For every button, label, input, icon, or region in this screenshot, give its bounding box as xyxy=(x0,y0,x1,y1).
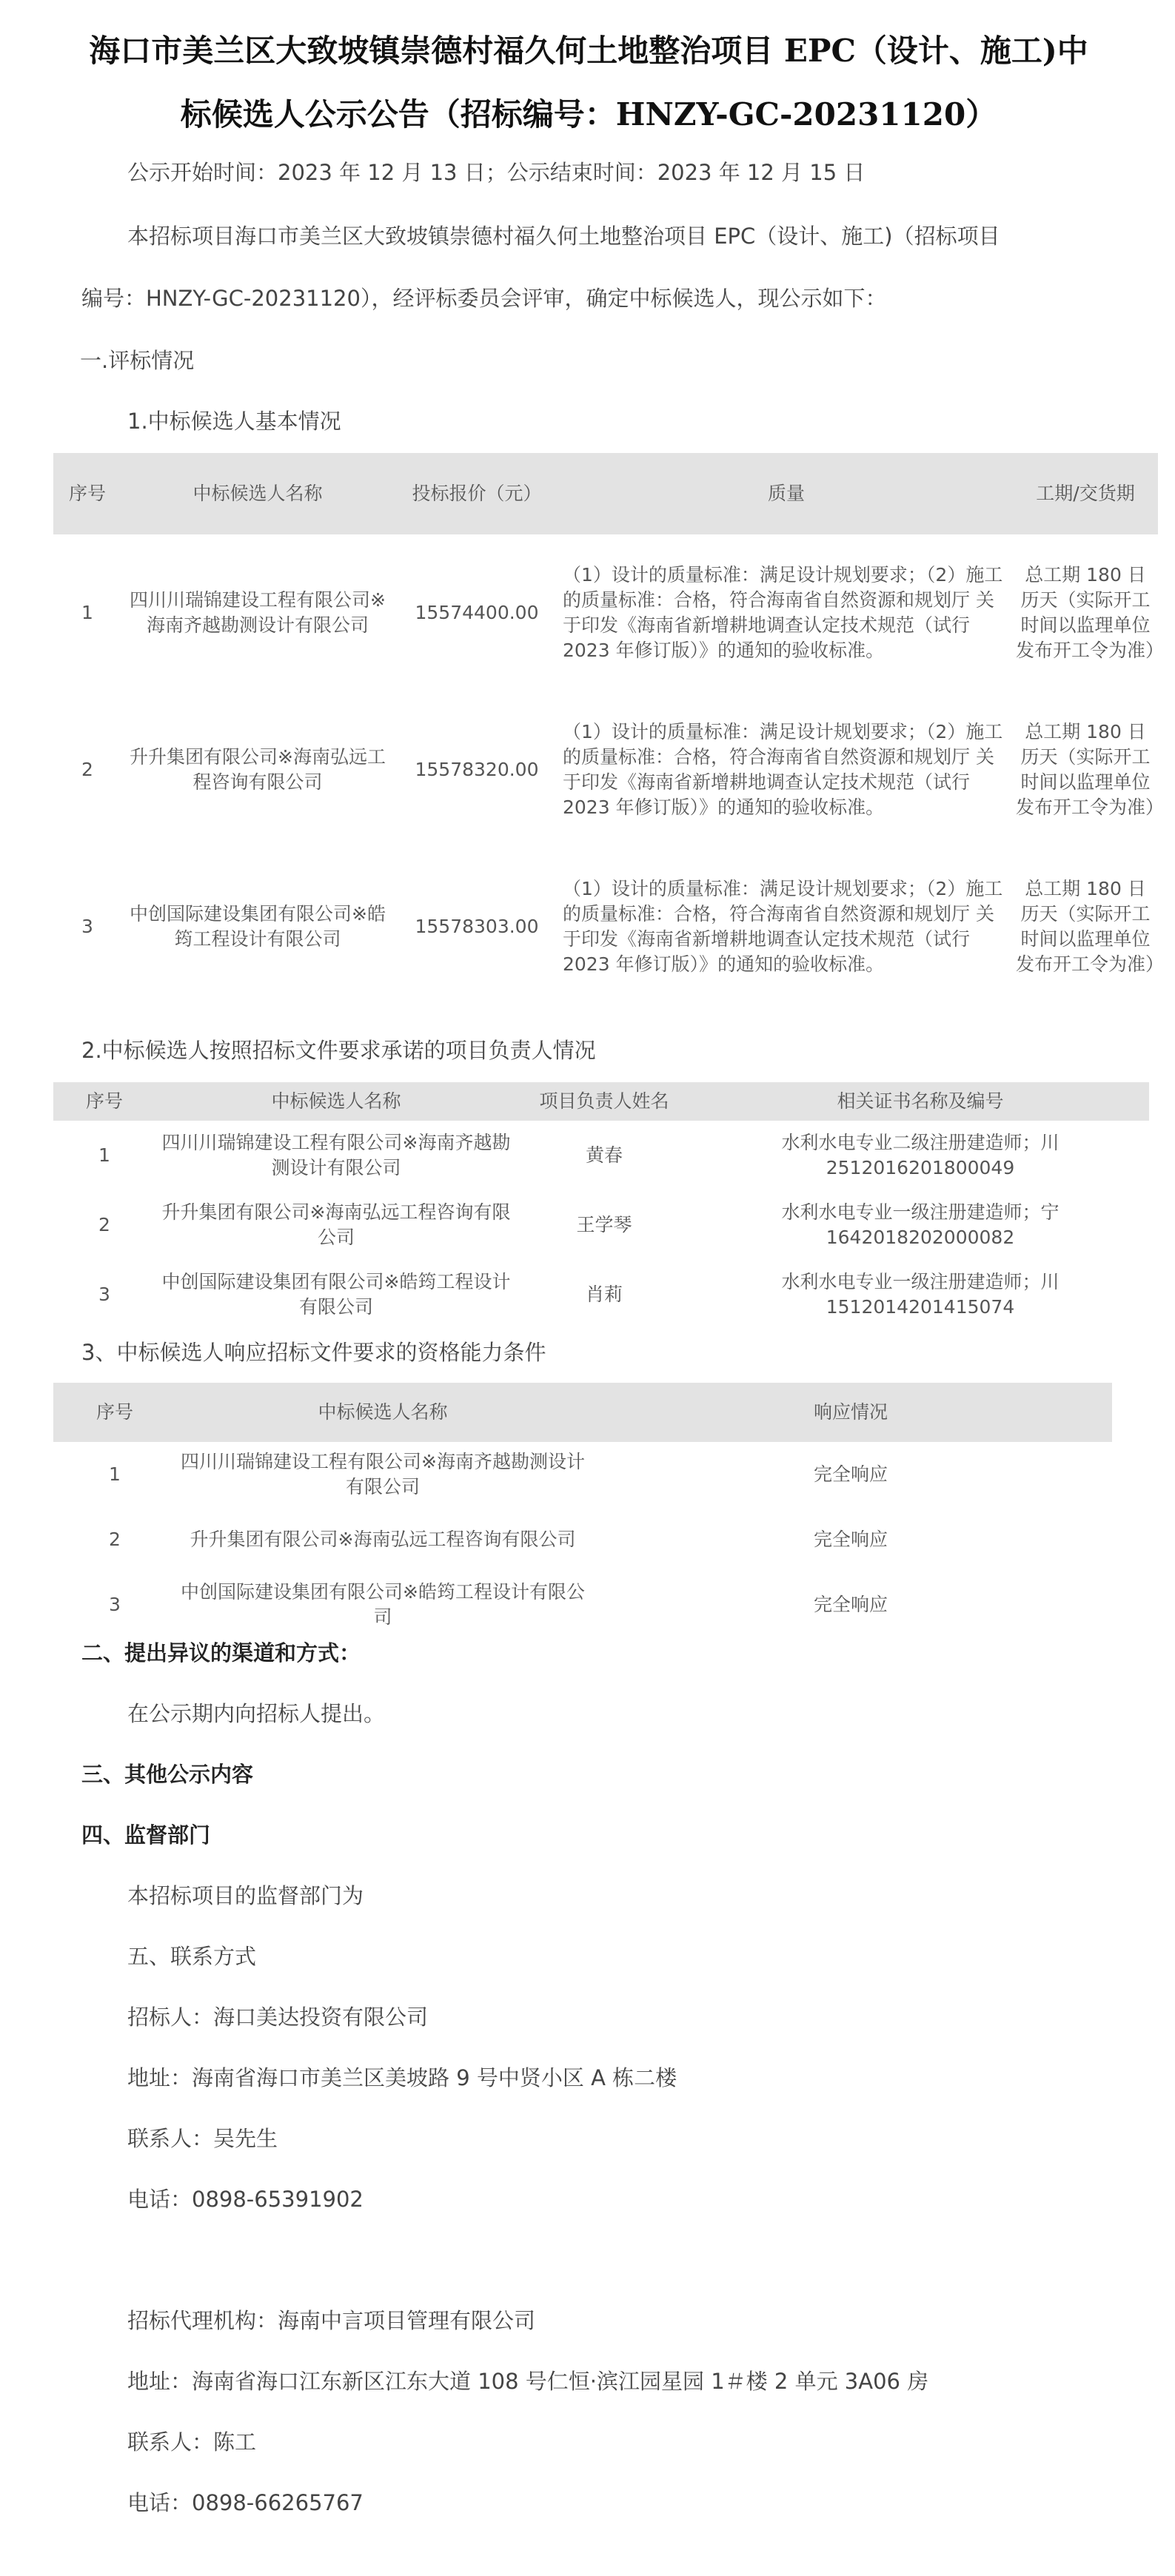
cell-no: 3 xyxy=(81,916,93,937)
section3-heading: 三、其他公示内容 xyxy=(81,1762,254,1787)
tenderer-address: 地址：海南省海口市美兰区美坡路 9 号中贤小区 A 栋二楼 xyxy=(127,2065,677,2090)
col-header-name: 中标候选人名称 xyxy=(121,453,394,534)
section2-heading: 二、提出异议的渠道和方式： xyxy=(81,1640,361,1666)
cell-no: 1 xyxy=(81,602,93,623)
qualification-response-table xyxy=(53,1383,1112,1637)
section1-sub1: 1.中标候选人基本情况 xyxy=(127,409,341,434)
col-header-response: 响应情况 xyxy=(589,1383,1112,1442)
tenderer-phone: 电话：0898-65391902 xyxy=(127,2187,364,2212)
cell-name: 升升集团有限公司※海南弘远工程咨询有限公司 xyxy=(190,1529,576,1550)
section2-text: 在公示期内向招标人提出。 xyxy=(127,1701,386,1726)
cell-no: 2 xyxy=(109,1529,121,1550)
col-header-cert: 相关证书名称及编号 xyxy=(692,1082,1149,1121)
agency-name: 招标代理机构：海南中言项目管理有限公司 xyxy=(127,2308,536,2333)
col-header-no: 序号 xyxy=(53,1383,176,1442)
cell-no: 2 xyxy=(81,759,93,780)
cell-no: 2 xyxy=(98,1214,110,1235)
col-header-name: 中标候选人名称 xyxy=(176,1383,589,1442)
cell-quality: （1）设计的质量标准：满足设计规划要求；（2）施工的质量标准：合格，符合海南省自然资源和规划厅 关于印发《海南省新增耕地调查认定技术规范（试行 2023 年修订版）》的通知的验收标准。 xyxy=(563,878,1003,975)
intro-line1: 本招标项目海口市美兰区大致坡镇崇德村福久何土地整治项目 EPC（设计、施工)（招标项目 xyxy=(127,224,1000,249)
cell-price: 15574400.00 xyxy=(415,602,539,623)
table-row xyxy=(53,1260,1149,1329)
col-header-name: 中标候选人名称 xyxy=(155,1082,517,1121)
cell-period: 总工期 180 日历天（实际开工时间以监理单位发布开工令为准） xyxy=(1016,721,1165,818)
cell-price: 15578320.00 xyxy=(415,759,539,780)
cell-name: 升升集团有限公司※海南弘远工程咨询有限公司 xyxy=(130,746,386,793)
cell-person: 王学琴 xyxy=(576,1214,632,1235)
cell-name: 中创国际建设集团有限公司※皓筠工程设计有限公司 xyxy=(161,1271,511,1318)
notice-title-line1: 海口市美兰区大致坡镇崇德村福久何土地整治项目 EPC（设计、施工)中 xyxy=(89,33,1088,69)
table-row xyxy=(53,1442,1112,1507)
cell-quality: （1）设计的质量标准：满足设计规划要求；（2）施工的质量标准：合格，符合海南省自然资源和规划厅 关于印发《海南省新增耕地调查认定技术规范（试行 2023 年修订版）》的通知的验收标准。 xyxy=(563,721,1003,818)
section1-sub2: 2.中标候选人按照招标文件要求承诺的项目负责人情况 xyxy=(81,1038,596,1063)
col-header-period: 工期/交货期 xyxy=(1013,453,1158,534)
cell-response: 完全响应 xyxy=(813,1594,888,1615)
cell-price: 15578303.00 xyxy=(415,916,539,937)
table-header-row xyxy=(53,453,1158,534)
cell-person: 肖莉 xyxy=(585,1284,623,1305)
cell-quality: （1）设计的质量标准：满足设计规划要求；（2）施工的质量标准：合格，符合海南省自然资源和规划厅 关于印发《海南省新增耕地调查认定技术规范（试行 2023 年修订版）》的通知的验收标准。 xyxy=(563,564,1003,661)
table-row xyxy=(53,1190,1149,1260)
tenderer-contact: 联系人：吴先生 xyxy=(127,2126,278,2151)
table-row xyxy=(53,848,1158,1005)
col-header-quality: 质量 xyxy=(560,453,1013,534)
table-row xyxy=(53,1121,1149,1190)
cell-response: 完全响应 xyxy=(813,1463,888,1485)
section1-heading: 一.评标情况 xyxy=(80,348,195,373)
table-row xyxy=(53,691,1158,848)
cell-name: 四川川瑞锦建设工程有限公司※海南齐越勘测设计有限公司 xyxy=(130,589,386,636)
notice-title-line2: 标候选人公示公告（招标编号：HNZY-GC-20231120） xyxy=(180,96,997,133)
agency-address: 地址：海南省海口江东新区江东大道 108 号仁恒·滨江园星园 1＃楼 2 单元 3A06 房 xyxy=(127,2369,929,2394)
cell-no: 1 xyxy=(109,1463,121,1485)
col-header-no: 序号 xyxy=(53,1082,155,1121)
candidate-basic-table xyxy=(53,453,1165,1005)
table-header-row xyxy=(53,1383,1112,1442)
cell-period: 总工期 180 日历天（实际开工时间以监理单位发布开工令为准） xyxy=(1016,878,1165,975)
cell-no: 3 xyxy=(109,1594,121,1615)
cell-no: 1 xyxy=(98,1144,110,1166)
publicity-period: 公示开始时间：2023 年 12 月 13 日；公示结束时间：2023 年 12 月 15 日 xyxy=(127,160,866,185)
cell-cert: 水利水电专业一级注册建造师；川1512014201415074 xyxy=(781,1271,1059,1318)
col-header-price: 投标报价（元） xyxy=(394,453,560,534)
section4-text: 本招标项目的监督部门为 xyxy=(127,1883,364,1908)
col-header-no: 序号 xyxy=(53,453,121,534)
cell-cert: 水利水电专业二级注册建造师；川2512016201800049 xyxy=(781,1132,1059,1178)
cell-person: 黄春 xyxy=(585,1144,623,1166)
table-row xyxy=(53,1507,1112,1572)
cell-name: 升升集团有限公司※海南弘远工程咨询有限公司 xyxy=(161,1201,511,1248)
cell-name: 中创国际建设集团有限公司※皓筠工程设计有限公司 xyxy=(130,903,386,950)
col-header-person: 项目负责人姓名 xyxy=(517,1082,692,1121)
cell-name: 中创国际建设集团有限公司※皓筠工程设计有限公司 xyxy=(181,1581,585,1628)
cell-name: 四川川瑞锦建设工程有限公司※海南齐越勘测设计有限公司 xyxy=(181,1451,585,1497)
table-header-row xyxy=(53,1082,1149,1121)
cell-period: 总工期 180 日历天（实际开工时间以监理单位发布开工令为准） xyxy=(1016,564,1165,661)
table-row xyxy=(53,534,1158,691)
section1-sub3: 3、中标候选人响应招标文件要求的资格能力条件 xyxy=(81,1340,546,1365)
project-manager-table xyxy=(53,1082,1149,1329)
cell-cert: 水利水电专业一级注册建造师；宁1642018202000082 xyxy=(781,1201,1059,1248)
section5-heading: 五、联系方式 xyxy=(127,1944,257,1969)
cell-response: 完全响应 xyxy=(813,1529,888,1550)
tenderer-name: 招标人：海口美达投资有限公司 xyxy=(127,2005,429,2030)
agency-phone: 电话：0898-66265767 xyxy=(127,2490,364,2515)
cell-no: 3 xyxy=(98,1284,110,1305)
intro-line2: 编号：HNZY-GC-20231120），经评标委员会评审，确定中标候选人，现公示如下： xyxy=(81,286,887,311)
agency-contact: 联系人：陈工 xyxy=(127,2429,257,2455)
section4-heading: 四、监督部门 xyxy=(81,1822,211,1848)
cell-name: 四川川瑞锦建设工程有限公司※海南齐越勘测设计有限公司 xyxy=(161,1132,511,1178)
